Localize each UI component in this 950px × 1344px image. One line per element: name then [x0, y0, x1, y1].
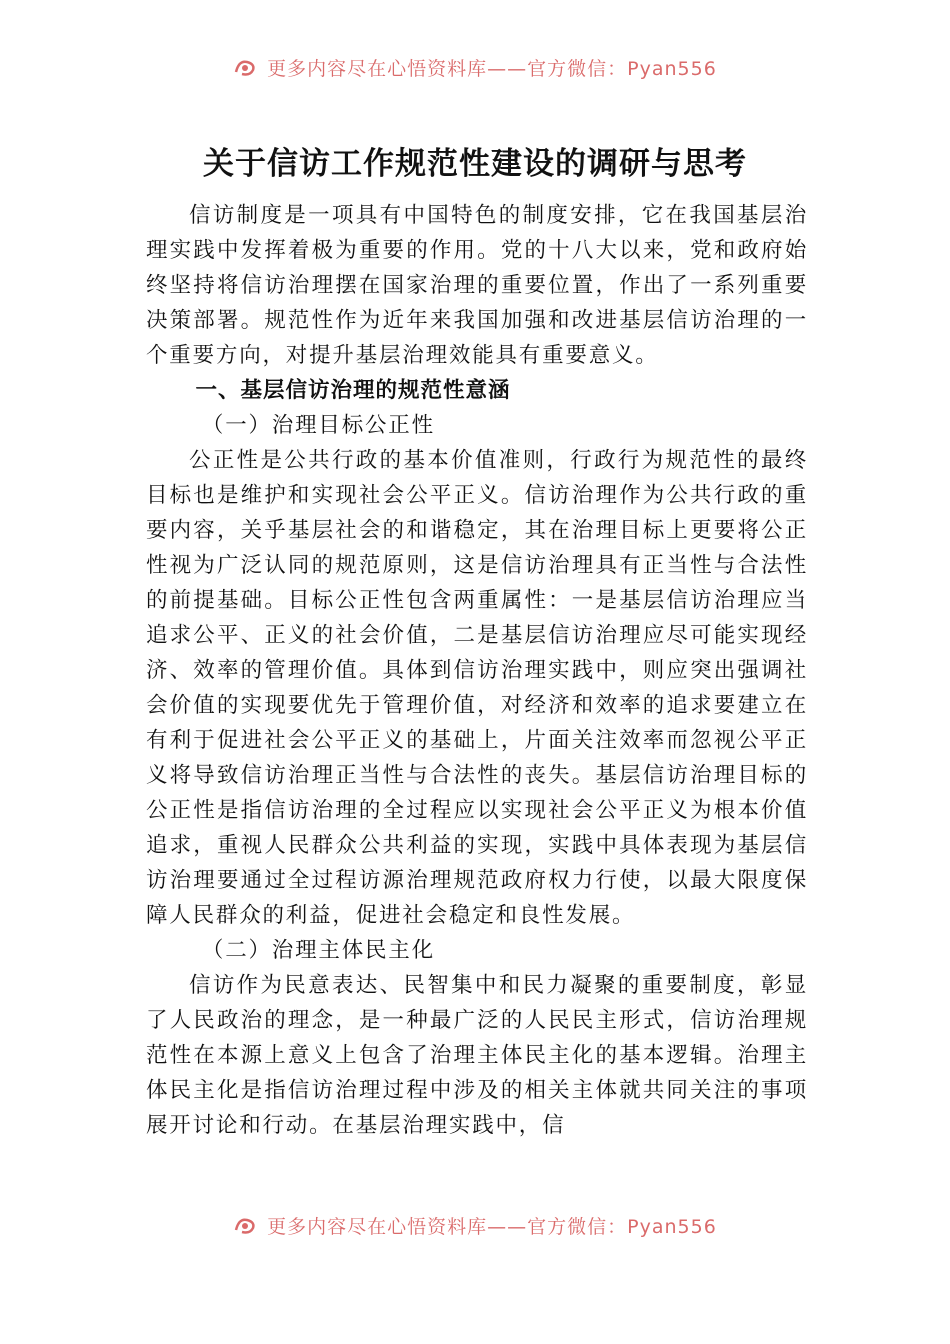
section-heading-1: 一、基层信访治理的规范性意涵 [195, 378, 511, 403]
logo-icon [233, 56, 259, 78]
subsection-heading-2: （二）治理主体民主化 [201, 938, 435, 963]
logo-icon [233, 1214, 259, 1236]
watermark-text: 更多内容尽在心悟资料库——官方微信：Pyan556 [267, 1215, 717, 1238]
intro-paragraph: 信访制度是一项具有中国特色的制度安排，它在我国基层治理实践中发挥着极为重要的作用。党的十八大以来，党和政府始终坚持将信访治理摆在国家治理的重要位置，作出了一系列重要决策部署。规范性作为近年来我国加强和改进基层信访治理的一个重要方向，对提升基层治理效能具有重要意义。 [146, 203, 808, 368]
document-title: 关于信访工作规范性建设的调研与思考 [203, 146, 747, 182]
subsection-heading-1: （一）治理目标公正性 [201, 413, 435, 438]
watermark-text: 更多内容尽在心悟资料库——官方微信：Pyan556 [267, 57, 717, 80]
document-body [146, 198, 808, 1143]
subsection-paragraph-1: 公正性是公共行政的基本价值准则，行政行为规范性的最终目标也是维护和实现社会公平正义。信访治理作为公共行政的重要内容，关乎基层社会的和谐稳定，其在治理目标上更要将公正性视为广泛认同的规范原则，这是信访治理具有正当性与合法性的前提基础。目标公正性包含两重属性：一是基层信访治理应当追求公平、正义的社会价值，二是基层信访治理应尽可能实现经济、效率的管理价值。具体到信访治理实践中，则应突出强调社会价值的实现要优先于管理价值，对经济和效率的追求要建立在有利于促进社会公平正义的基础上，片面关注效率而忽视公平正义将导致信访治理正当性与合法性的丧失。基层信访治理目标的公正性是指信访治理的全过程应以实现社会公平正义为根本价值追求，重视人民群众公共利益的实现，实践中具体表现为基层信访治理要通过全过程访源治理规范政府权力行使，以最大限度保障人民群众的利益，促进社会稳定和良性发展。 [146, 448, 808, 928]
footer-watermark [0, 1208, 950, 1242]
subsection-paragraph-2: 信访作为民意表达、民智集中和民力凝聚的重要制度，彰显了人民政治的理念，是一种最广泛的人民民主形式，信访治理规范性在本源上意义上包含了治理主体民主化的基本逻辑。治理主体民主化是指信访治理过程中涉及的相关主体就共同关注的事项展开讨论和行动。在基层治理实践中，信 [146, 973, 808, 1138]
header-watermark [0, 50, 950, 84]
